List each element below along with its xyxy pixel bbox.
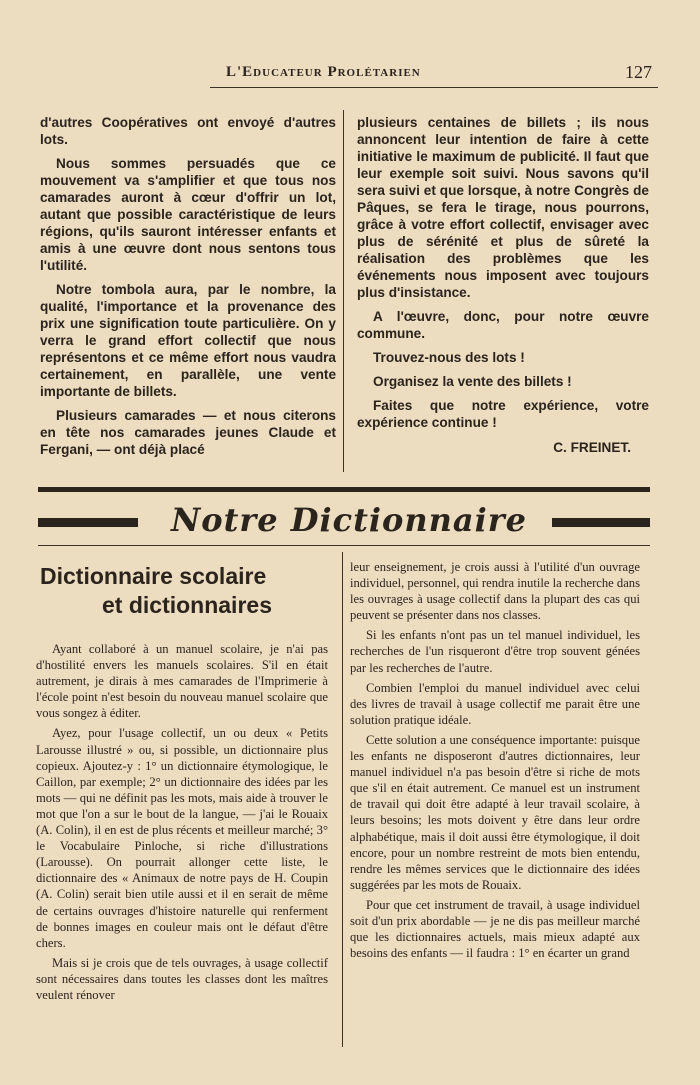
column-divider [343, 110, 344, 472]
paragraph: Combien l'emploi du manuel individuel avec celui des livres de travail à usage collectif me parait être une solution pratique idéale. [350, 680, 640, 727]
paragraph: leur enseignement, je crois aussi à l'utilité d'un ouvrage individuel, personnel, qui rendra inutile la recherche dans les ouvrages à usage collectif dans la plupart des cas qui peuvent se présenter dans nos classes. [350, 560, 640, 623]
banner-bar-left [38, 518, 138, 527]
paragraph: Trouvez-nous des lots ! [373, 350, 525, 365]
paragraph: Si les enfants n'ont pas un tel manuel individuel, les recherches de l'un risqueront d'être trop souvent génées par les recherches de l'autre. [350, 628, 640, 675]
page-number: 127 [625, 62, 652, 82]
paragraph: Organisez la vente des billets ! [373, 374, 572, 389]
header-rule [210, 87, 658, 88]
top-article-right-column [357, 114, 649, 456]
article-left-column [36, 641, 328, 1007]
column-divider [342, 552, 343, 1047]
article-title-line-1: Dictionnaire scolaire [40, 563, 267, 589]
paragraph: Notre tombola aura, par le nombre, la qualité, l'importance et la provenance des prix une signification toute particulière. On y verra le grand effort collectif que nous représentons et ce même effort nous vaudra certainement, en parallèle, une vente importante de billets. [40, 282, 336, 399]
journal-title: L'Educateur Prolétarien [226, 64, 421, 80]
paragraph: Nous sommes persuadés que ce mouvement va s'amplifier et que tous nos camarades auront à cœur d'offrir un lot, autant que possible caractéristique de leurs régions, qu'ils sauront intéresser enfants et amis à une œuvre dont nous sentons tous l'utilité. [40, 156, 336, 273]
paragraph: Cette solution a une conséquence importante: puisque les enfants ne disposeront d'autres dictionnaires, leur manuel individuel n'a pas besoin d'être si riche de mots que s'il en était autrement. Ce manuel est un instrument de travail qui doit être adapté à leur travail scolaire, à leurs besoins; les mots doivent y être dans leur ordre alphabétique, mais il doit aussi être étymologique, il doit encore, pour un nombre restreint de mots bien entendu, rendre les mêmes services que le dictionnaire des idées suggérées par les mots de Rouaix. [350, 732, 640, 892]
article-right-column [350, 559, 640, 965]
paragraph: Ayez, pour l'usage collectif, un ou deux « Petits Larousse illustré » ou, si possible, un dictionnaire plus copieux. Ajoutez-y : 1° un dictionnaire étymologique, le Caillon, par exemple; 2° un dictionnaire des idées par les mots — qui ne définit pas les mots, mais aide à trouver le mot que l'on a sur le bout de la langue, — j'ai le Rouaix (A. Colin), il en est de plus récents et meilleur marché; 3° le Vocabulaire Pinloche, si riche d'illustrations (Larousse). On pourrait allonger cette liste, le dictionnaire des « Animaux de notre pays de H. Coupin (A. Colin) serait bien utile aussi et il en serait de même de certains ouvrages d'histoire naturelle qui renferment de bonnes images en couleur mais ont le défaut d'être chers. [36, 726, 328, 950]
paragraph: Mais si je crois que de tels ouvrages, à usage collectif sont nécessaires dans toutes les classes dont les maîtres veulent rénover [36, 955, 328, 1002]
banner-bar-right [552, 518, 650, 527]
article-title-line-2: et dictionnaires [102, 592, 272, 618]
paragraph: Pour que cet instrument de travail, à usage individuel soit d'un prix abordable — je ne dis pas meilleur marché que les dictionnaires actuels, mais mieux adapté aux besoins des enfants — il faudra : 1° en écarter un grand [350, 897, 640, 961]
paragraph: A l'œuvre, donc, pour notre œuvre commune. [357, 309, 649, 341]
paragraph: Ayant collaboré à un manuel scolaire, je n'ai pas d'hostilité envers les manuels scolaires. S'il en était autrement, je dirais à mes camarades de l'Imprimerie à l'école point n'est besoin du nouveau manuel scolaire que vous songez à éditer. [36, 642, 328, 721]
paragraph: Faites que notre expérience, votre expérience continue ! [357, 398, 649, 430]
section-rule [38, 487, 650, 492]
top-article-left-column [40, 114, 336, 465]
signature: C. FREINET. [553, 440, 631, 455]
section-title: Notre Dictionnaire [170, 501, 528, 539]
paragraph: plusieurs centaines de billets ; ils nous annoncent leur intention de faire à cette initiative le maximum de publicité. Il faut que leur exemple soit suivi. Nous savons qu'il sera suivi et que lorsque, à notre Congrès de Pâques, se fera le tirage, nous pourrons, grâce à votre effort collectif, envisager avec plus de sérénité et plus de sûreté la réalisation des problèmes que les événements nous imposent avec toujours plus d'insistance. [357, 115, 649, 300]
section-banner [38, 500, 650, 544]
paragraph: d'autres Coopératives ont envoyé d'autres lots. [40, 115, 336, 147]
paragraph: Plusieurs camarades — et nous citerons en tête nos camarades jeunes Claude et Fergani, — ont déjà placé [40, 408, 336, 457]
section-rule-thin [38, 545, 650, 546]
running-header [210, 62, 658, 86]
article-title [40, 562, 330, 620]
